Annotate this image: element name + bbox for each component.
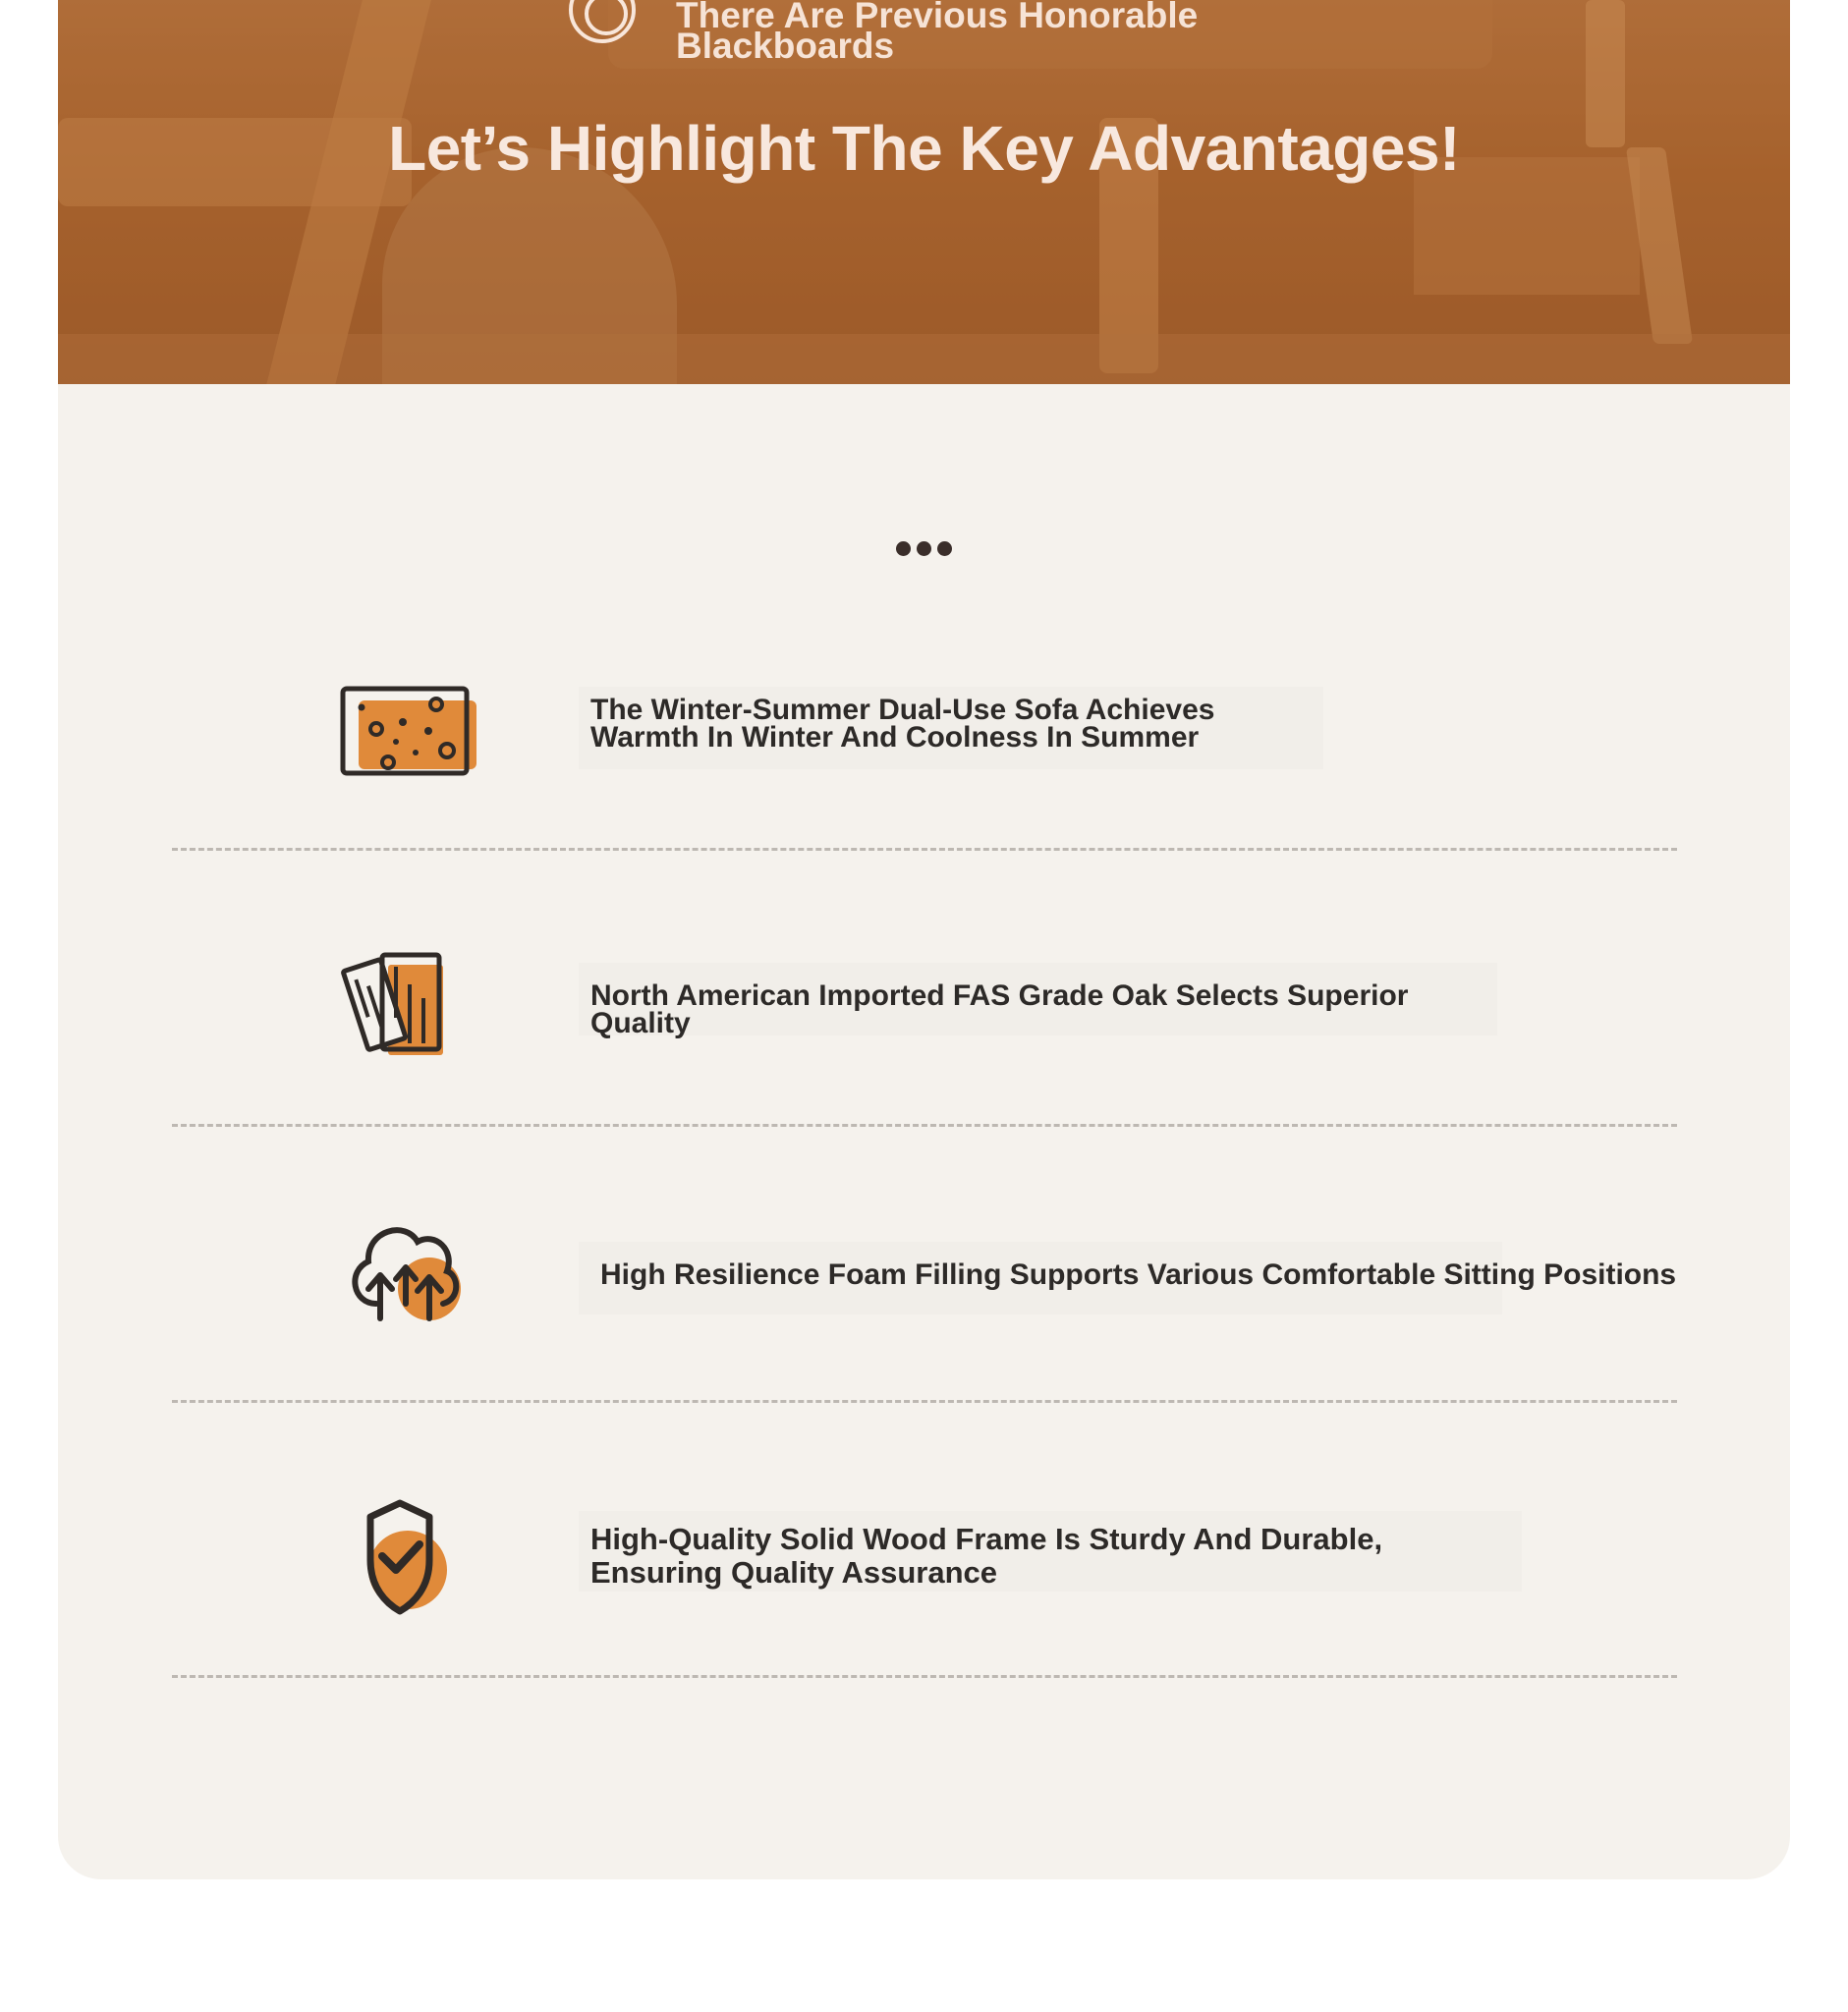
- feature-text: North American Imported FAS Grade Oak Selects Superior Quality: [579, 963, 1497, 1035]
- dashed-divider: [172, 1400, 1677, 1403]
- feature-item: [58, 1483, 1790, 1641]
- feature-item: [58, 933, 1790, 1090]
- dashed-divider: [172, 848, 1677, 851]
- previous-title: There Are Previous Honorable Blackboards: [676, 0, 1199, 66]
- feature-item: [58, 1208, 1790, 1366]
- hero-banner: [58, 0, 1790, 384]
- more-dots-icon: [58, 541, 1790, 556]
- wood-planks-icon: [337, 945, 484, 1063]
- advantages-card: [58, 0, 1790, 1879]
- dashed-divider: [172, 1124, 1677, 1127]
- hero-heading: Let’s Highlight The Key Advantages!: [388, 113, 1460, 184]
- dashed-divider: [172, 1675, 1677, 1678]
- shield-check-icon: [337, 1495, 484, 1613]
- feature-item: [58, 663, 1790, 820]
- feature-text: The Winter-Summer Dual-Use Sofa Achieves Warmth In Winter And Coolness In Summer: [579, 687, 1323, 769]
- feature-text: High-Quality Solid Wood Frame Is Sturdy And Durable, Ensuring Quality Assurance: [579, 1511, 1522, 1592]
- feature-text: High Resilience Foam Filling Supports Various Comfortable Sitting Positions: [579, 1242, 1502, 1314]
- foam-block-icon: [337, 675, 484, 793]
- cloud-upload-icon: [337, 1210, 484, 1328]
